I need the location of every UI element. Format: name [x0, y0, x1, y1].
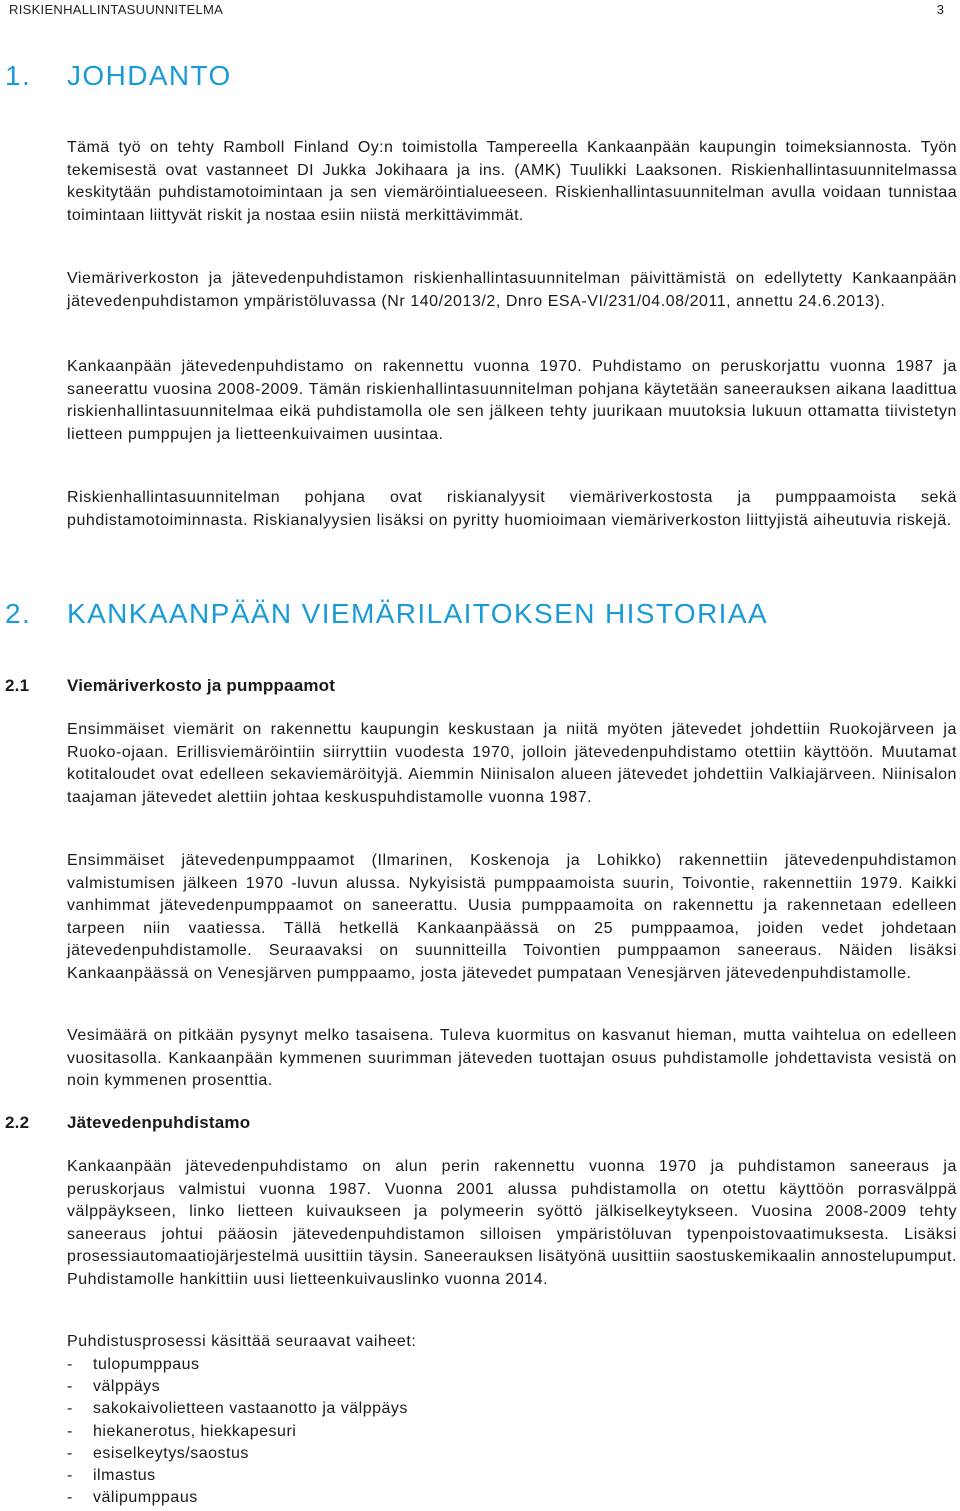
list-bullet: - [67, 1467, 73, 1485]
list-bullet: - [67, 1444, 73, 1462]
subsection-2-2-heading [5, 1113, 250, 1133]
intro-paragraph-1: Tämä työ on tehty Ramboll Finland Oy:n toimistolla Tampereella Kankaanpään kaupungin toimeksiannosta. Työn tekemisestä ovat vastanneet DI Jukka Jokihaara ja ins. (AMK) Tuulikki Laaksonen. Riskienhallintasuunnitelmassa keskitytään puhdistamotoimintaan ja sen viemäröintialueeseen. Riskienhallintasuunnitelman avulla voidaan tunnistaa toimintaan liittyvät riskit ja nostaa esiin niistä merkittävimmät. [67, 139, 957, 224]
plant-paragraph-1: Kankaanpään jätevedenpuhdistamo on alun perin rakennettu vuonna 1970 ja puhdistamon saneeraus ja peruskorjaus valmistui vuonna 1987. Vuonna 2001 alussa puhdistamolla on otettu käyttöön porrasvälppä välppäykseen, linko lietteen kuivaukseen ja polymeerin syöttö jälkiselkeytykseen. Vuosina 2008-2009 tehty saneeraus johtui pääosin jätevedenpuhdistamon silloisen ympäristöluvan typenpoistovaatimuksesta. Lisäksi prosessiautomaatiojärjestelmä uusittiin täysin. Saneerauksen lisätyönä uusittiin saostuskemikaalin annostelupumput. Puhdistamolle hankittiin uusi lietteenkuivauslinko vuonna 2014. [67, 1158, 957, 1288]
section-1-title: JOHDANTO [67, 60, 232, 91]
intro-paragraph-3: Kankaanpään jätevedenpuhdistamo on rakennettu vuonna 1970. Puhdistamo on peruskorjattu vuonna 1987 ja saneerattu vuosina 2008-2009. Tämän riskienhallintasuunnitelman pohjana käytetään saneerauksen aikana laadittua riskienhallintasuunnitelmaa eikä puhdistamolla ole sen jälkeen tehty juurikaan muutoksia lukuun ottamatta tiivistetyn lietteen pumppujen ja lietteenkuivaimen uusintaa. [67, 358, 957, 443]
list-item: - hiekanerotus, hiekkapesuri [67, 1421, 408, 1443]
list-bullet: - [67, 1400, 73, 1418]
subsection-2-1-number: 2.1 [5, 676, 30, 695]
section-2-title: KANKAANPÄÄN VIEMÄRILAITOKSEN HISTORIAA [67, 598, 769, 629]
process-steps-list [67, 1354, 408, 1509]
section-1-heading [5, 60, 232, 92]
list-item: - välipumppaus [67, 1487, 408, 1509]
list-item: - välppäys [67, 1376, 408, 1398]
list-bullet: - [67, 1378, 73, 1396]
process-intro: Puhdistusprosessi käsittää seuraavat vaiheet: [67, 1333, 417, 1350]
list-bullet: - [67, 1422, 73, 1440]
intro-paragraph-4: Riskienhallintasuunnitelman pohjana ovat riskianalyysit viemäriverkostosta ja pumppaamoista sekä puhdistamotoiminnasta. Riskianalyysien lisäksi on pyritty huomioimaan viemäriverkoston liittyjistä aiheutuvia riskejä. [67, 489, 957, 529]
list-bullet: - [67, 1356, 73, 1373]
page-number: 3 [936, 2, 944, 17]
list-item: - ilmastus [67, 1465, 408, 1487]
running-title: RISKIENHALLINTASUUNNITELMA [9, 2, 224, 17]
history-paragraph-3: Vesimäärä on pitkään pysynyt melko tasaisena. Tuleva kuormitus on kasvanut hieman, mutta vaihtelua on edelleen vuositasolla. Kankaanpään kymmenen suurimman jäteveden tuottajan osuus puhdistamolle johdettavista vesistä on noin kymmenen prosenttia. [67, 1027, 957, 1089]
history-paragraph-2: Ensimmäiset jätevedenpumppaamot (Ilmarinen, Koskenoja ja Lohikko) rakennettiin jätevedenpuhdistamon valmistumisen jälkeen 1970 -luvun alussa. Nykyisistä pumppaamoista suurin, Toivontie, rakennettiin 1979. Kaikki vanhimmat jätevedenpumppaamot on saneerattu. Uusia pumppaamoita on rakennettu ja rakennetaan edelleen tarpeen niin vaatiessa. Tällä hetkellä Kankaanpäässä on 25 pumppaamoa, joiden vedet johdetaan jätevedenpuhdistamolle. Seuraavaksi on suunnitteilla Toivontien pumppaamon saneeraus. Näiden lisäksi Kankaanpäässä on Venesjärven pumppaamo, josta jätevedet pumpataan Venesjärven jätevedenpuhdistamolle. [67, 852, 957, 982]
history-paragraph-1: Ensimmäiset viemärit on rakennettu kaupungin keskustaan ja niitä myöten jätevedet johdettiin Ruokojärveen ja Ruoko-ojaan. Erillisviemäröintiin siirryttiin vuodesta 1970, jolloin jätevedenpuhdistamo otettiin käyttöön. Muutamat kotitaloudet ovat edelleen sekaviemäröityjä. Aiemmin Niinisalon alueen jätevedet johdettiin Valkiajärveen. Niinisalon taajaman jätevedet alettiin johtaa keskuspuhdistamolle vuonna 1987. [67, 721, 957, 806]
section-2-number: 2. [5, 598, 32, 629]
subsection-2-1-title: Viemäriverkosto ja pumppaamot [67, 676, 336, 695]
intro-paragraph-2: Viemäriverkoston ja jätevedenpuhdistamon riskienhallintasuunnitelman päivittämistä on edellytetty Kankaanpään jätevedenpuhdistamon ympäristöluvassa (Nr 140/2013/2, Dnro ESA-VI/231/04.08/2011, annettu 24.6.2013). [67, 270, 957, 310]
subsection-2-1-heading [5, 676, 335, 696]
subsection-2-2-number: 2.2 [5, 1113, 30, 1132]
list-item: - esiselkeytys/saostus [67, 1443, 408, 1465]
list-bullet: - [67, 1489, 73, 1507]
subsection-2-2-title: Jätevedenpuhdistamo [67, 1113, 251, 1132]
section-1-number: 1. [5, 60, 32, 91]
section-2-heading [5, 598, 768, 630]
list-item: - tulopumppaus [67, 1354, 408, 1376]
page-header [0, 0, 960, 22]
list-item: - sakokaivolietteen vastaanotto ja välppäys [67, 1398, 408, 1420]
